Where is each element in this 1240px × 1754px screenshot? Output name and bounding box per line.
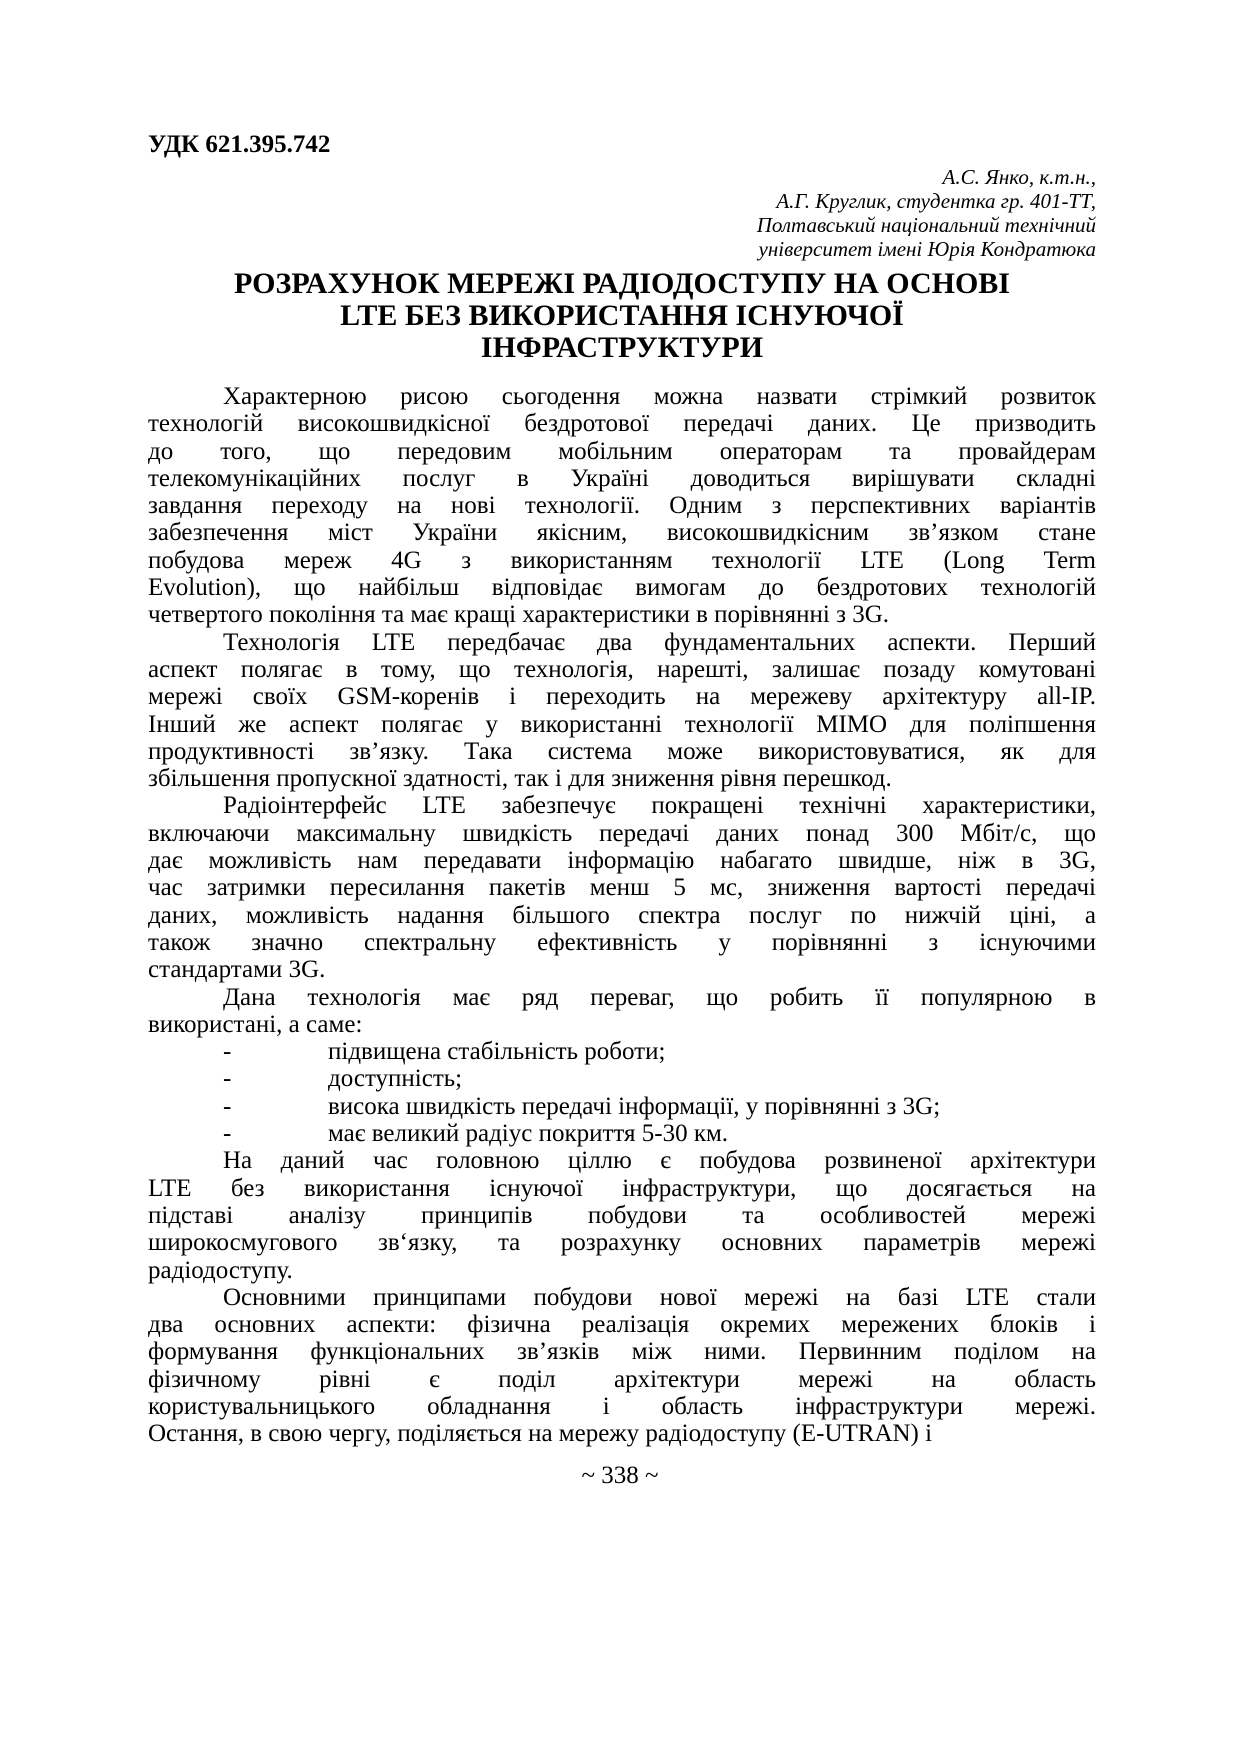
text-line: також значно спектральну ефективність у порівнянні з існуючими <box>148 928 1096 956</box>
text-line: LTE без використання існуючої інфраструктури, що досягається на <box>148 1174 1096 1202</box>
list-item <box>148 1065 1096 1092</box>
text-line: формування функціональних зв’язків між ними. Первинним поділом на <box>148 1338 1096 1366</box>
text-line: Характерною рисою сьогодення можна назвати стрімкий розвиток <box>223 383 1096 410</box>
text-line: Технологія LTE передбачає два фундаментальних аспекти. Перший <box>223 628 1096 656</box>
text-line: включаючи максимальну швидкість передачі даних понад 300 Мбіт/с, що <box>148 819 1096 847</box>
page-number: ~ 338 ~ <box>581 1462 659 1489</box>
text-line: четвертого покоління та має кращі характеристики в порівнянні з 3G. <box>148 601 890 629</box>
paragraph <box>148 383 1096 629</box>
author-block <box>757 165 1096 261</box>
text-line: технологій високошвидкісної бездротової передачі даних. Це призводить <box>148 410 1096 438</box>
bullet-marker: - <box>223 1120 232 1148</box>
list-item-text: висока швидкість передачі інформації, у порівнянні з 3G; <box>328 1092 941 1120</box>
text-line: радіодоступу. <box>148 1256 293 1284</box>
body-text <box>148 383 1096 1448</box>
advantages-list <box>148 1038 1096 1147</box>
bullet-marker: - <box>223 1092 232 1120</box>
list-item <box>148 1038 1096 1065</box>
text-line: використані, а саме: <box>148 1010 363 1038</box>
udc-code: УДК 621.395.742 <box>148 131 331 158</box>
author-1: А.С. Янко, к.т.н., <box>942 165 1096 189</box>
text-line: аспект полягає в тому, що технологія, нарешті, залишає позаду комутовані <box>148 655 1096 683</box>
title-line: LTE БЕЗ ВИКОРИСТАННЯ ІСНУЮЧОЇ <box>340 299 904 332</box>
text-line: На даний час головною ціллю є побудова розвиненої архітектури <box>223 1147 1096 1175</box>
title-line: РОЗРАХУНОК МЕРЕЖІ РАДІОДОСТУПУ НА ОСНОВІ <box>234 267 1010 300</box>
text-line: час затримки пересилання пакетів менш 5 мс, зниження вартості передачі <box>148 874 1096 902</box>
paper-title <box>148 268 1096 364</box>
text-line: стандартами 3G. <box>148 956 326 984</box>
bullet-marker: - <box>223 1065 232 1093</box>
list-item <box>148 1093 1096 1120</box>
text-line: фізичному рівні є поділ архітектури мережі на область <box>148 1365 1096 1393</box>
text-line: даних, можливість надання більшого спектра послуг по нижчій ціні, а <box>148 901 1096 929</box>
paragraph <box>148 1147 1096 1283</box>
text-line: завдання переходу на нові технології. Одним з перспективних варіантів <box>148 492 1096 520</box>
text-line: до того, що передовим мобільним операторам та провайдерам <box>148 437 1096 465</box>
affiliation-line-2: університет імені Юрія Кондратюка <box>758 237 1096 261</box>
paragraph <box>148 792 1096 983</box>
text-line: телекомунікаційних послуг в Україні доводиться вирішувати складні <box>148 464 1096 492</box>
text-line: продуктивності зв’язку. Така система може використовуватися, як для <box>148 737 1096 765</box>
text-line: Evolution), що найбільш відповідає вимогам до бездротових технологій <box>148 574 1096 602</box>
text-line: підставі аналізу принципів побудови та особливостей мережі <box>148 1201 1096 1229</box>
text-line: збільшення пропускної здатності, так і для зниження рівня перешкод. <box>148 765 892 793</box>
paragraph <box>148 984 1096 1039</box>
text-line: забезпечення міст України якісним, високошвидкісним зв’язком стане <box>148 519 1096 547</box>
text-line: Остання, в свою чергу, поділяється на мережу радіодоступу (E-UTRAN) і <box>148 1420 933 1448</box>
bullet-marker: - <box>223 1038 232 1066</box>
text-line: побудова мереж 4G з використанням технології LTE (Long Term <box>148 546 1096 574</box>
text-line: мережі своїх GSM-коренів і переходить на мережеву архітектуру all-IP. <box>148 683 1096 711</box>
text-line: користувальницького обладнання і область інфраструктури мережі. <box>148 1392 1096 1420</box>
list-item-text: доступність; <box>328 1065 463 1093</box>
text-line: широкосмугового зв‘язку, та розрахунку основних параметрів мережі <box>148 1229 1096 1257</box>
text-line: Інший же аспект полягає у використанні технології MIMO для поліпшення <box>148 710 1096 738</box>
text-line: Дана технологія має ряд переваг, що робить її популярною в <box>223 983 1096 1011</box>
paragraph <box>148 1284 1096 1448</box>
text-line: дає можливість нам передавати інформацію набагато швидше, ніж в 3G, <box>148 847 1096 875</box>
list-item-text: має великий радіус покриття 5-30 км. <box>328 1120 729 1148</box>
list-item-text: підвищена стабільність роботи; <box>328 1038 666 1066</box>
affiliation-line-1: Полтавський національний технічний <box>756 213 1096 237</box>
list-item <box>148 1120 1096 1147</box>
text-line: Радіоінтерфейс LTE забезпечує покращені технічні характеристики, <box>223 792 1096 820</box>
paragraph <box>148 629 1096 793</box>
title-line: ІНФРАСТРУКТУРИ <box>480 331 764 364</box>
text-line: два основних аспекти: фізична реалізація окремих мережених блоків і <box>148 1311 1096 1339</box>
text-line: Основними принципами побудови нової мережі на базі LTE стали <box>223 1283 1096 1311</box>
author-2: А.Г. Круглик, студентка гр. 401-ТТ, <box>776 189 1096 213</box>
